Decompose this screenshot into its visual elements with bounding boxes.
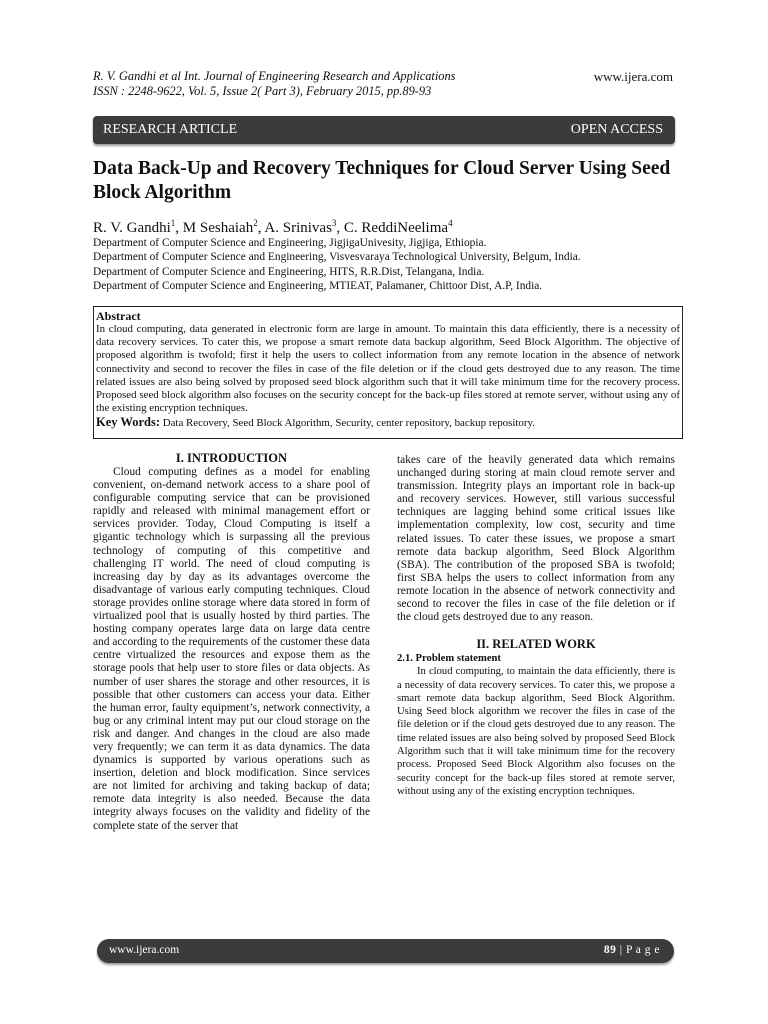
affiliations: [93, 236, 683, 294]
section-heading-introduction: I. INTRODUCTION: [175, 451, 288, 465]
affiliation: Department of Computer Science and Engineering, MTIEAT, Palamaner, Chittoor Dist, A.P, India.: [93, 280, 543, 293]
page-label: | P a g e: [616, 944, 660, 956]
page-number-value: 89: [603, 944, 617, 956]
author-affiliation-mark: 1: [170, 218, 176, 228]
problem-statement-paragraph: In cloud computing, to maintain the data efficiently, there is a necessity of data recovery services. To cater this, we propose a smart remote data backup algorithm, Seed Block Algorithm. Using Seed block algorithm we recover the files in case of the file deletion or if the cloud gets destroyed due to any reason. The time related issues are also being solved by proposed Seed Block Algorithm such that it will take minimum time for the recovery process. Proposed Seed Block Algorithm also focuses on the security concept for the back-up files stored at remote server, without using any of the existing encryption techniques.: [397, 666, 675, 797]
research-article-label: RESEARCH ARTICLE: [103, 122, 238, 137]
paper-title: Data Back-Up and Recovery Techniques for Cloud Server Using Seed Block Algorithm: [93, 158, 671, 203]
affiliation: Department of Computer Science and Engineering, Visvesvaraya Technological University, Belgum, India.: [93, 251, 581, 264]
affiliation: Department of Computer Science and Engineering, JigjigaUnivesity, Jigjiga, Ethiopia.: [93, 237, 487, 249]
author: A. Srinivas: [264, 220, 332, 236]
article-type-banner: [93, 116, 675, 144]
author-affiliation-mark: 3: [331, 218, 337, 228]
author-affiliation-mark: 2: [253, 218, 258, 228]
right-column: [397, 454, 675, 798]
abstract-text: In cloud computing, data generated in electronic form are large in amount. To maintain this data efficiently, there is a necessity of data recovery services. To cater this, we propose a smart remote data backup algorithm, Seed Block Algorithm. The objective of proposed algorithm is twofold; first it help the users to collect information from any remote location in the absence of network connectivity and second to recover the files in case of the file deletion or if the cloud gets destroyed due to any reason. The time related issues are also being solved by proposed seed block algorithm such that it will take minimum time for the recovery process. Proposed seed block algorithm also focuses on the security concept for the back-up files stored at remote server, without using any of the existing encryption techniques.: [96, 323, 680, 415]
keywords: [96, 415, 680, 431]
header-url[interactable]: www.ijera.com: [593, 69, 673, 84]
keywords-text: Data Recovery, Seed Block Algorithm, Security, center repository, backup repository.: [160, 417, 535, 430]
journal-citation: [93, 69, 456, 99]
left-column: [93, 451, 370, 833]
author: C. ReddiNeelima: [343, 220, 449, 236]
introduction-paragraph: Cloud computing defines as a model for enabling convenient, on-demand network access to a share pool of configurable computing service that can be provisioned rapidly and released with minimal management effort or services provider. Today, Cloud Computing is itself a gigantic technology which is surpassing all the previous technology of computing of this competitive and challenging IT world. The need of cloud computing is increasing day by day as its advantages overcome the disadvantage of various early computing techniques. Cloud storage provides online storage where data stored in form of virtualized pool that is usually hosted by third parties. The hosting company operates large data on large data centre and according to the requirements of the customer these data centre virtualized the resources and expose them as the storage pools that help user to store files or data objects. As number of user shares the storage and other resources, it is possible that other customers can access your data. Either the human error, faulty equipment’s, network connectivity, a bug or any criminal intent may put our cloud storage on the risk and danger. And changes in the cloud are also made very frequently; we can term it as data dynamics. The data dynamics is supported by various operations such as insertion, deletion and block modification. Since services are not limited for archiving and taking backup of data; remote data integrity is also needed. Because the data integrity always focuses on the validity and fidelity of the complete state of the server that: [93, 466, 370, 832]
author-affiliation-mark: 4: [448, 218, 453, 228]
open-access-label: OPEN ACCESS: [570, 122, 663, 137]
journal-line-2: ISSN : 2248-9622, Vol. 5, Issue 2( Part 3), February 2015, pp.89-93: [93, 84, 432, 98]
abstract-heading: Abstract: [96, 309, 141, 323]
abstract-box: [93, 306, 683, 439]
author: R. V. Gandhi: [93, 220, 171, 236]
page-footer: [97, 939, 674, 963]
section-heading-related-work: II. RELATED WORK: [476, 637, 596, 652]
journal-line-1: R. V. Gandhi et al Int. Journal of Engineering Research and Applications: [93, 69, 456, 83]
page-number: [604, 944, 660, 956]
author-list: R. V. Gandhi$^1$, M Seshaiah$^2$, A. Srinivas$^3$, C. ReddiNeelima$^4$: [93, 218, 453, 236]
author: M Seshaiah: [182, 220, 254, 236]
affiliation: Department of Computer Science and Engineering, HITS, R.R.Dist, Telangana, India.: [93, 265, 485, 278]
introduction-paragraph-continued: takes care of the heavily generated data which remains unchanged during storing at main cloud remote server and transmission. Integrity plays an important role in back-up and recovery services. However, still various successful techniques are lagging behind some critical issues like implementation complexity, low cost, security and time related issues. To cater these issues, we propose a smart remote data backup algorithm, Seed Block Algorithm (SBA). The contribution of the proposed SBA is twofold; first SBA helps the users to collect information from any remote location in the absence of network connectivity and second to recover the files in case of the file deletion or if the cloud gets destroyed due to any reason.: [397, 454, 675, 624]
subsection-heading-problem-statement: 2.1. Problem statement: [397, 653, 501, 665]
footer-url[interactable]: www.ijera.com: [109, 944, 180, 956]
related-work-body: [397, 665, 675, 798]
keywords-label: Key Words:: [96, 415, 161, 430]
